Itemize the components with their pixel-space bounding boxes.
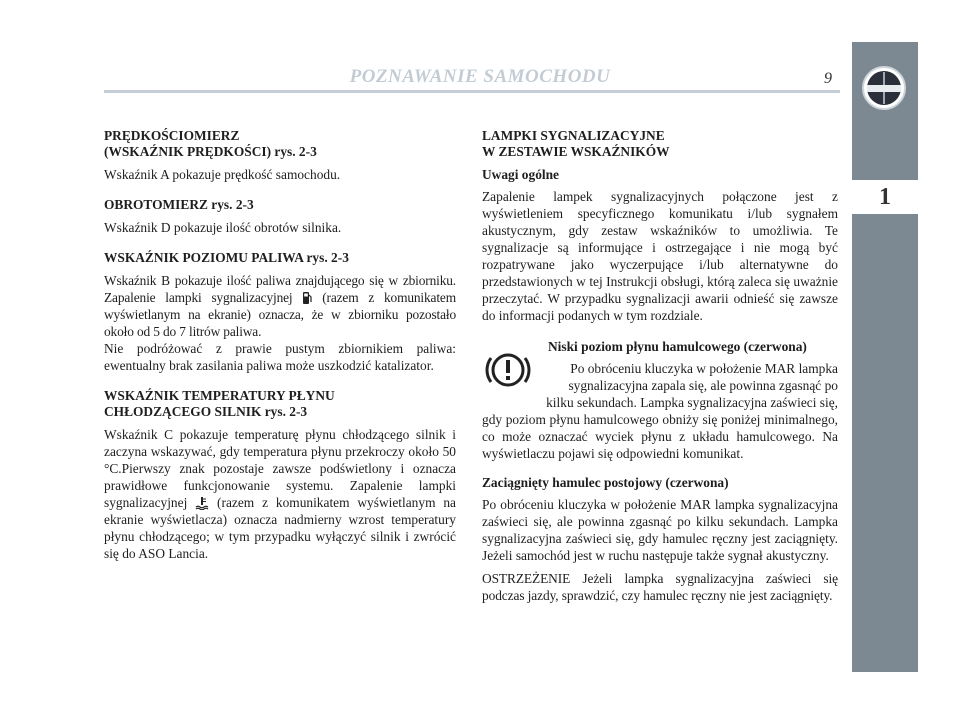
parking-brake-warning: OSTRZEŻENIE Jeżeli lampka sygnalizacyjna zaświeci się podczas jazdy, sprawdzić, czy hamulec ręczny nie jest zaciągnięty. [482,571,838,603]
page-number: 9 [824,70,832,87]
parking-brake-text: Po obróceniu kluczyka w położenie MAR lampka sygnalizacyjna zaświeci się, ale powinna zgasnąć po kilku sekundach. Lampka sygnalizacyjna zaświeci się, gdy hamulec ręczny jest zaciągnięty. Jeżeli samochód jest w ruchu następuje także sygnał akustyczny. [482,497,838,563]
fuel-warning-text: Nie podróżować z prawie pustym zbiornikiem paliwa: ewentualny brak zasilania paliwa może uszkodzić katalizator. [104,341,456,373]
brake-fluid-text-indent: Po obróceniu kluczyka w położenie MAR lampka sygnalizacyjna zapala się, ale powinna zgasnąć po kilku sekundach. Lampka sygnalizacyjna zaświeci się, [546,361,838,410]
tachometer-heading: OBROTOMIERZ rys. 2-3 [104,197,254,212]
speedometer-text: Wskaźnik A pokazuje prędkość samochodu. [104,167,341,182]
right-column [482,128,838,618]
general-notes-subheading: Uwagi ogólne [482,167,559,182]
lancia-logo-icon [862,66,906,110]
parking-brake-section [482,474,838,604]
warning-lamps-section [482,128,838,324]
brake-fluid-text: gdy poziom płynu hamulcowego obniży się poniżej minimalnego, co może oznaczać wyciek płynu z układu hamulcowego. Na wyświetlaczu pojawi się odpowiedni komunikat. [482,412,838,461]
coolant-section [104,388,456,562]
fuel-section [104,250,456,374]
coolant-text: Wskaźnik C pokazuje temperaturę płynu chłodzącego silnik i zaczyna wskazywać, gdy temperatura płynu przekroczy około 50 °C.Pierwszy znak pozostaje zawsze podświetlony i oznacza prawidłowe funkcjonowanie systemu. Zapalenie lampki sygnalizacyjnej (razem z komunikatem wyświetlanym na ekranie wyświetlacza) oznacza nadmierny wzrost temperatury płynu chłodzącego; w tym przypadku wyłączyć silnik i zwrócić się do ASO Lancia. [104,427,456,561]
coolant-heading: WSKAŹNIK TEMPERATURY PŁYNU CHŁODZĄCEGO SILNIK rys. 2-3 [104,388,335,419]
brake-fluid-section [482,338,838,462]
coolant-temperature-icon [195,496,209,510]
general-notes-text: Zapalenie lampek sygnalizacyjnych połączone jest z wyświetleniem specyficznego komunikatu i/lub sygnałem akustycznym, gdy zestaw wskaźników to umożliwia. Te sygnalizacje są informujące i ostrzegające i nie mogą być rozpatrywane jako wyczerpujące i/lub alternatywne do przedstawionych w tej Instrukcji obsługi, którą zaleca się uważnie przeczytać. W przypadku sygnalizacji awarii odnieść się zawsze do informacji podanych w tym rozdziale. [482,189,838,323]
fuel-heading: WSKAŹNIK POZIOMU PALIWA rys. 2-3 [104,250,349,265]
brake-fluid-title: Niski poziom płynu hamulcowego (czerwona) [548,339,807,354]
page-header-title: POZNAWANIE SAMOCHODU [349,66,611,87]
left-column [104,128,456,576]
header-rule [104,90,840,93]
warning-lamps-heading: LAMPKI SYGNALIZACYJNE W ZESTAWIE WSKAŹNIKÓW [482,128,670,159]
speedometer-heading: PRĘDKOŚCIOMIERZ (WSKAŹNIK PRĘDKOŚCI) rys. 2-3 [104,128,317,159]
chapter-tab [852,42,918,672]
brake-warning-icon [482,344,534,396]
chapter-number: 1 [852,180,918,214]
tachometer-section [104,197,456,236]
fuel-pump-icon [302,291,312,305]
tachometer-text: Wskaźnik D pokazuje ilość obrotów silnika. [104,220,342,235]
fuel-text: Wskaźnik B pokazuje ilość paliwa znajdującego się w zbiorniku. Zapalenie lampki sygnalizacyjnej (razem z komunikatem wyświetlanym na ekranie) oznacza, że w zbiorniku pozostało około od 5 do 7 litrów paliwa. [104,273,456,339]
parking-brake-title: Zaciągnięty hamulec postojowy (czerwona) [482,475,729,490]
speedometer-section [104,128,456,183]
